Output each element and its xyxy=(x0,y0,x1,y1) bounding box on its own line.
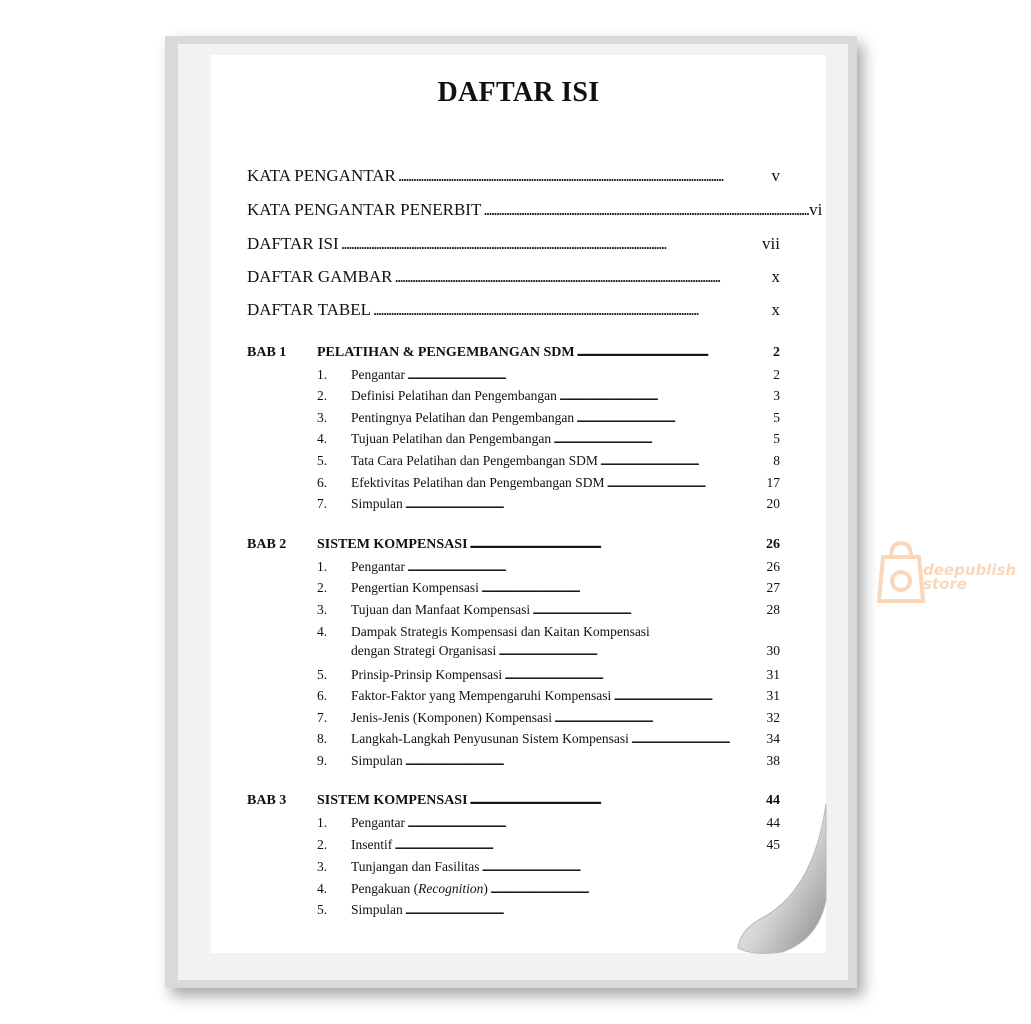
dot-leader xyxy=(483,200,807,220)
section-page: 5 xyxy=(773,410,780,425)
chapter-number: BAB 1 xyxy=(247,345,287,360)
section-entry xyxy=(317,410,780,426)
dot-leader xyxy=(341,234,760,254)
section-label: Pengantar xyxy=(351,367,405,382)
section-label: Tunjangan dan Fasilitas xyxy=(351,859,480,874)
section-page: 28 xyxy=(766,602,780,617)
section-number: 3. xyxy=(317,602,328,617)
toc-entry xyxy=(247,300,780,320)
publisher-watermark xyxy=(871,535,1031,605)
dot-leader xyxy=(398,166,770,186)
section-number: 1. xyxy=(317,559,328,574)
section-page: 27 xyxy=(766,580,780,595)
section-entry xyxy=(317,431,780,447)
watermark-line1: deepublish xyxy=(923,561,1017,579)
chapter-page: 2 xyxy=(773,345,780,360)
section-label: Jenis-Jenis (Komponen) Kompensasi xyxy=(351,710,552,725)
dot-leader xyxy=(613,688,764,704)
section-label: Pengantar xyxy=(351,815,405,830)
toc-entry-page: v xyxy=(771,166,780,185)
dot-leader xyxy=(532,602,764,618)
section-entry xyxy=(317,688,780,704)
section-label: Insentif xyxy=(351,837,393,852)
page-curl xyxy=(722,800,832,960)
section-page: 17 xyxy=(766,475,780,490)
dot-leader xyxy=(631,731,765,747)
section-number: 6. xyxy=(317,475,328,490)
section-page: 44 xyxy=(766,815,780,830)
section-entry xyxy=(317,881,780,897)
section-number: 5. xyxy=(317,667,328,682)
toc-entry-label: KATA PENGANTAR PENERBIT xyxy=(247,200,482,219)
dot-leader xyxy=(577,345,771,361)
section-label: Tujuan dan Manfaat Kompensasi xyxy=(351,602,531,617)
section-label: Simpulan xyxy=(351,496,403,511)
chapter-number: BAB 2 xyxy=(247,537,287,552)
dot-leader xyxy=(559,388,771,404)
page-title: DAFTAR ISI xyxy=(437,77,600,108)
chapter-number: BAB 3 xyxy=(247,793,287,808)
chapter-heading xyxy=(247,793,780,809)
dot-leader xyxy=(606,475,764,491)
section-entry xyxy=(317,731,780,747)
section-label: Pentingnya Pelatihan dan Pengembangan xyxy=(351,410,575,425)
section-page: 20 xyxy=(766,496,780,511)
section-number: 2. xyxy=(317,580,328,595)
section-label-continued: dengan Strategi Organisasi xyxy=(351,643,497,658)
section-label: Faktor-Faktor yang Mempengaruhi Kompensasi xyxy=(351,688,612,703)
section-entry xyxy=(317,580,780,596)
section-entry xyxy=(317,837,780,853)
section-entry xyxy=(317,753,780,769)
dot-leader xyxy=(498,643,764,659)
section-number: 1. xyxy=(317,367,328,382)
dot-leader xyxy=(405,496,765,512)
chapter-page: 44 xyxy=(766,793,780,808)
dot-leader xyxy=(394,837,764,853)
section-label: Simpulan xyxy=(351,902,403,917)
section-label: Pengantar xyxy=(351,559,405,574)
section-page: 8 xyxy=(773,453,780,468)
watermark-text xyxy=(923,563,1016,591)
section-page: 32 xyxy=(766,710,780,725)
toc-entry-label: KATA PENGANTAR xyxy=(247,166,396,185)
section-page: 26 xyxy=(766,559,780,574)
section-page: 5 xyxy=(773,431,780,446)
dot-leader xyxy=(407,367,771,383)
dot-leader xyxy=(395,267,770,287)
chapter-page: 26 xyxy=(766,537,780,552)
section-number: 7. xyxy=(317,496,328,511)
section-entry xyxy=(317,496,780,512)
toc-entry-page: x xyxy=(771,300,780,319)
toc-entry-page: x xyxy=(771,267,780,286)
dot-leader xyxy=(405,753,765,769)
section-label: Definisi Pelatihan dan Pengembangan xyxy=(351,388,557,403)
section-number: 3. xyxy=(317,410,328,425)
section-entry xyxy=(317,602,780,618)
section-number: 3. xyxy=(317,859,328,874)
dot-leader xyxy=(407,815,765,831)
section-page: 31 xyxy=(766,667,780,682)
dot-leader xyxy=(553,431,771,447)
section-label: Dampak Strategis Kompensasi dan Kaitan Kompensasi xyxy=(351,624,650,639)
section-page: 2 xyxy=(773,367,780,382)
section-number: 4. xyxy=(317,431,328,446)
section-number: 7. xyxy=(317,710,328,725)
section-entry xyxy=(317,388,780,404)
section-label: Tata Cara Pelatihan dan Pengembangan SDM xyxy=(351,453,598,468)
dot-leader xyxy=(504,667,764,683)
section-entry xyxy=(317,667,780,683)
dot-leader xyxy=(481,580,765,596)
section-entry xyxy=(317,815,780,831)
section-page: 31 xyxy=(766,688,780,703)
chapter-heading xyxy=(247,537,780,553)
section-number: 8. xyxy=(317,731,328,746)
section-number: 1. xyxy=(317,815,328,830)
section-number: 6. xyxy=(317,688,328,703)
section-number: 2. xyxy=(317,837,328,852)
dot-leader xyxy=(373,300,770,320)
toc-entry-page: vii xyxy=(762,234,780,253)
section-entry xyxy=(317,902,780,918)
section-page: 45 xyxy=(766,837,780,852)
dot-leader xyxy=(600,453,771,469)
section-number: 9. xyxy=(317,753,328,768)
section-page: 38 xyxy=(766,753,780,768)
toc-entry-label: DAFTAR TABEL xyxy=(247,300,371,319)
section-label: Simpulan xyxy=(351,753,403,768)
chapter-heading xyxy=(247,345,780,361)
toc-entry-label: DAFTAR ISI xyxy=(247,234,339,253)
section-entry xyxy=(317,367,780,383)
section-label: Prinsip-Prinsip Kompensasi xyxy=(351,667,503,682)
section-label: Tujuan Pelatihan dan Pengembangan xyxy=(351,431,552,446)
section-number: 5. xyxy=(317,453,328,468)
section-page: 3 xyxy=(773,388,780,403)
section-label: Pengakuan (Recognition) xyxy=(351,881,488,896)
toc-entry xyxy=(247,234,780,254)
section-entry xyxy=(317,859,780,875)
chapter-title: SISTEM KOMPENSASI xyxy=(317,793,468,808)
watermark-line2: store xyxy=(923,575,967,593)
dot-leader xyxy=(470,537,764,553)
section-entry xyxy=(317,453,780,469)
section-label: Pengertian Kompensasi xyxy=(351,580,479,595)
section-entry xyxy=(317,475,780,491)
chapter-title: SISTEM KOMPENSASI xyxy=(317,537,468,552)
section-page: 30 xyxy=(766,643,780,658)
section-label: Langkah-Langkah Penyusunan Sistem Kompensasi xyxy=(351,731,629,746)
section-label: Efektivitas Pelatihan dan Pengembangan SDM xyxy=(351,475,605,490)
toc-entry-label: DAFTAR GAMBAR xyxy=(247,267,393,286)
dot-leader xyxy=(576,410,771,426)
toc-entry xyxy=(247,267,780,287)
chapter-title: PELATIHAN & PENGEMBANGAN SDM xyxy=(317,345,575,360)
section-page: 34 xyxy=(766,731,780,746)
section-number: 5. xyxy=(317,902,328,917)
dot-leader xyxy=(470,793,764,809)
toc-entry-page: vi xyxy=(809,200,823,219)
section-entry xyxy=(317,624,780,659)
dot-leader xyxy=(554,710,765,726)
dot-leader xyxy=(407,559,765,575)
section-entry xyxy=(317,710,780,726)
section-entry xyxy=(317,559,780,575)
section-number: 2. xyxy=(317,388,328,403)
toc-entry xyxy=(247,166,780,186)
shopping-bag-icon xyxy=(871,535,931,605)
section-number: 4. xyxy=(317,881,328,896)
section-number: 4. xyxy=(317,624,328,639)
toc-entry xyxy=(247,200,823,220)
